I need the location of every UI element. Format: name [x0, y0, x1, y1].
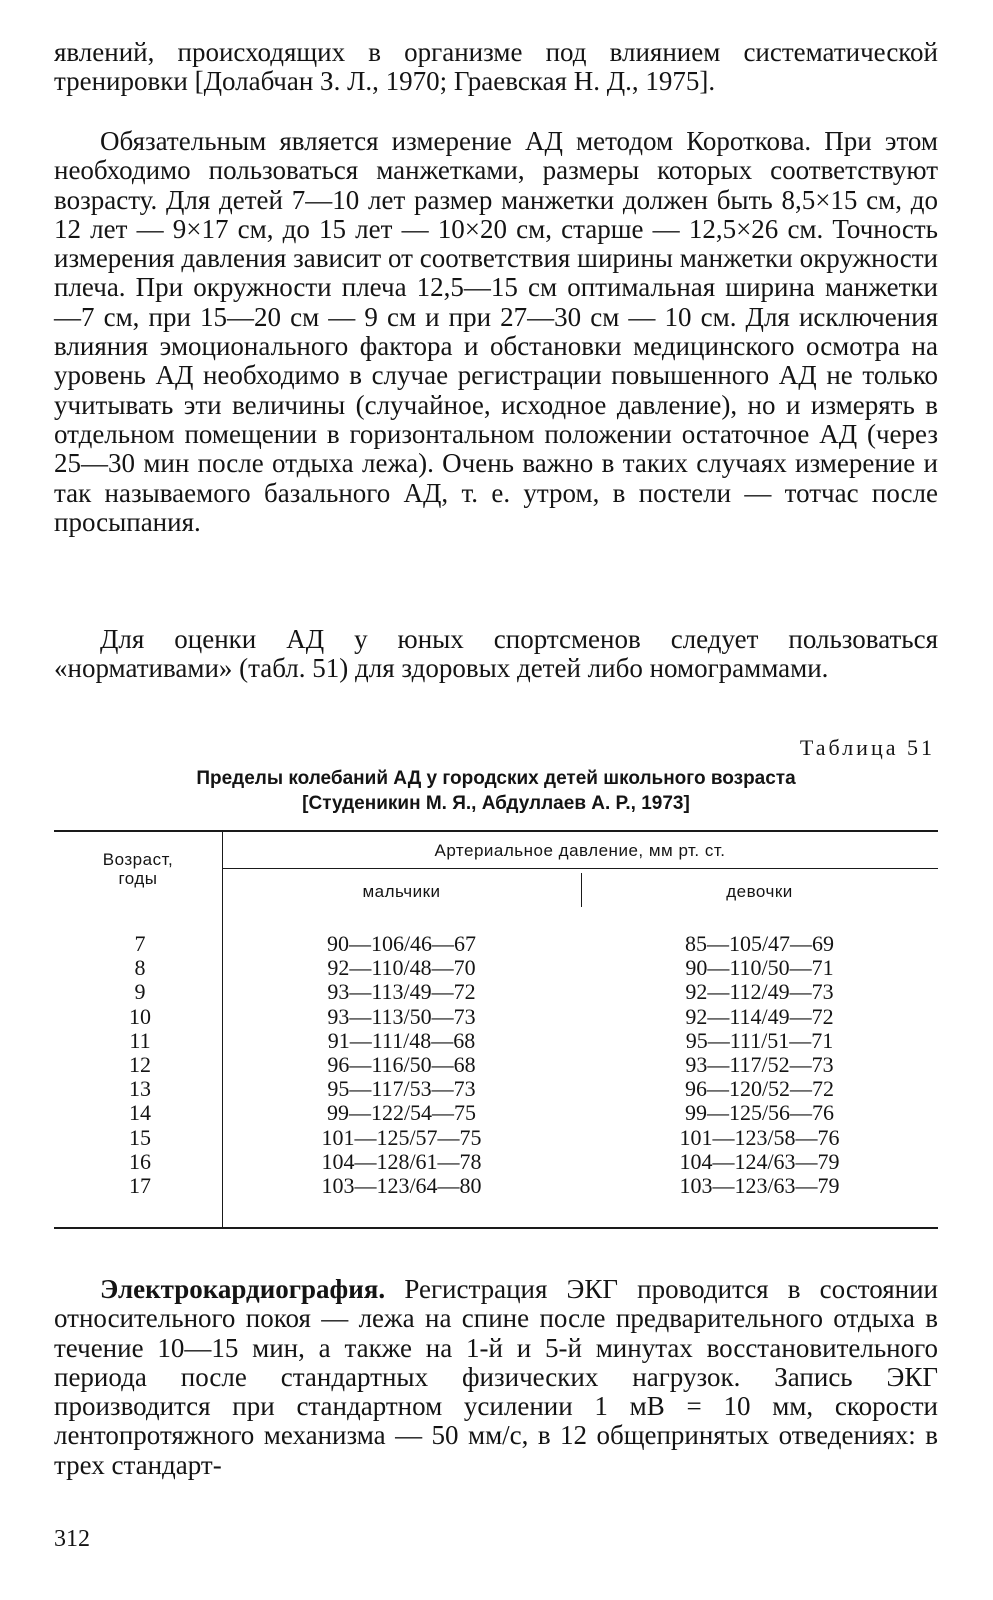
table-cell-boys: 96—116/50—68	[327, 1051, 476, 1077]
page-number: 312	[54, 1526, 90, 1552]
column-age	[54, 932, 226, 1198]
table-cell-boys: 93—113/50—73	[327, 1003, 476, 1029]
table-cell-age: 9	[134, 979, 146, 1005]
table-header-rule	[222, 868, 938, 869]
table-cell-girls: 85—105/47—69	[684, 931, 835, 956]
table-cell-age: 17	[129, 1172, 151, 1198]
table-cell-boys: 103—123/64—80	[321, 1172, 482, 1198]
table-cell-age: 7	[134, 931, 146, 956]
table-cell-age: 16	[129, 1148, 151, 1174]
paragraph-ecg	[54, 1275, 938, 1480]
table-label: Таблица 51	[799, 735, 935, 760]
table-cell-girls: 101—123/58—76	[679, 1124, 840, 1150]
paragraph-bp-measurement: Обязательным является измерение АД методом Короткова. При этом необходимо пользоваться манжетками, размеры которых соответствуют возрасту. Для детей 7—10 лет размер манжетки должен быть 8,5×15 см, до 12 лет — 9×17 см, до 15 лет — 10×20 см, старше — 12,5×26 см. Точность измерения давления зависит от соответствия ширины манжетки окружности плеча. При окружности плеча 12,5—15 см оптимальная ширина манжетки—7 см, при 15—20 см — 9 см и при 27—30 см — 10 см. Для исключения влияния эмоционального фактора и обстановки медицинского осмотра на уровень АД необходимо в случае регистрации повышенного АД не только учитывать эти величины (случайное, исходное давление), но и измерять в отдельном помещении в горизонтальном положении остаточное АД (через 25—30 мин после отдыха лежа). Очень важно в таких случаях измерение и так называемого базального АД, т. е. утром, в постели — тотчас после просыпания.	[54, 126, 938, 537]
table-cell-boys: 95—117/53—73	[327, 1076, 476, 1102]
table-cell-age: 12	[129, 1051, 151, 1077]
table-cell-girls: 92—112/49—73	[685, 979, 834, 1005]
table-cell-boys: 93—113/49—72	[327, 979, 476, 1005]
header-age-line: Возраст,	[102, 850, 174, 869]
table-cell-age: 8	[134, 955, 146, 981]
header-girls: девочки	[726, 882, 793, 901]
paragraph-continuation: явлений, происходящих в организме под влиянием систематической тренировки [Долабчан З. Л., 1970; Граевская Н. Д., 1975].	[54, 37, 938, 97]
table-cell-girls: 92—114/49—72	[685, 1003, 834, 1029]
column-girls	[581, 932, 938, 1198]
table-title	[54, 766, 938, 816]
table-cell-age: 10	[129, 1003, 151, 1029]
table-top-rule	[54, 830, 938, 832]
table-cell-girls: 96—120/52—72	[684, 1076, 835, 1102]
table-cell-girls: 93—117/52—73	[685, 1051, 834, 1077]
header-boys: мальчики	[362, 882, 441, 901]
table-cell-age: 15	[129, 1124, 151, 1150]
column-boys	[222, 932, 581, 1198]
header-age-line: годы	[118, 869, 158, 888]
table-cell-girls: 104—124/63—79	[679, 1148, 840, 1174]
table-cell-boys: 92—110/48—70	[327, 955, 476, 981]
table-cell-girls: 99—125/56—76	[684, 1100, 835, 1126]
header-age	[54, 850, 222, 888]
table-cell-girls: 95—111/51—71	[685, 1027, 834, 1053]
table-cell-boys: 101—125/57—75	[321, 1124, 482, 1150]
header-blood-pressure: Артериальное давление, мм рт. ст.	[434, 841, 726, 860]
table-cell-boys: 91—111/48—68	[327, 1027, 476, 1053]
ecg-heading: Электрокардиография.	[100, 1274, 386, 1304]
table-cell-boys: 90—106/46—67	[326, 931, 477, 956]
table-cell-age: 14	[129, 1100, 151, 1126]
table-cell-boys: 99—122/54—75	[326, 1100, 477, 1126]
paragraph-bp-norms: Для оценки АД у юных спортсменов следует пользоваться «нормативами» (табл. 51) для здоровых детей либо номограммами.	[54, 624, 938, 684]
table-cell-boys: 104—128/61—78	[321, 1148, 482, 1174]
ecg-text: Регистрация ЭКГ проводится в состоянии относительного покоя — лежа на спине после предварительного отдыха в течение 10—15 мин, а также на 1-й и 5-й минутах восстановительного периода после стандартных физических нагрузок. Запись ЭКГ производится при стандартном усилении 1 мВ = 10 мм, скорости лентопротяжного механизма — 50 мм/с, в 12 общепринятых отведениях: в трех стандарт-	[54, 1274, 938, 1480]
table-source-line: [Студеникин М. Я., Абдуллаев А. Р., 1973]	[302, 793, 690, 814]
table-bottom-rule	[54, 1227, 938, 1229]
table-cell-age: 13	[129, 1076, 151, 1102]
table-cell-age: 11	[129, 1027, 151, 1053]
table-cell-girls: 103—123/63—79	[679, 1172, 840, 1198]
table-title-line: Пределы колебаний АД у городских детей школьного возраста	[196, 768, 796, 789]
table-cell-girls: 90—110/50—71	[685, 955, 834, 981]
